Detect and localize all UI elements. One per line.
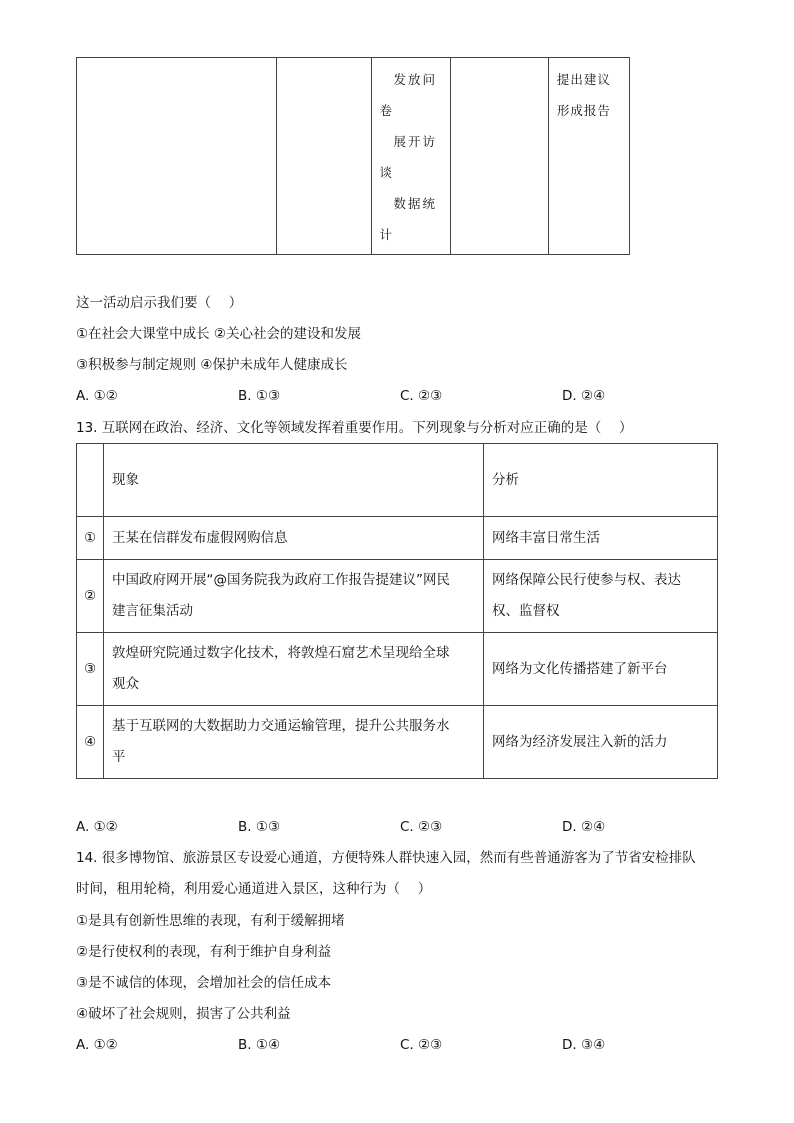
table-row	[77, 633, 718, 706]
activity-table-cell-results	[548, 58, 629, 255]
q13-row-3-analysis-line-1: 网络为文化传播搭建了新平台	[492, 660, 668, 677]
q12-statements-2: ③积极参与制定规则 ④保护未成年人健康成长	[76, 357, 348, 373]
q13-option-a[interactable]: A. ①②	[76, 819, 118, 835]
q13-option-c[interactable]: C. ②③	[400, 819, 443, 835]
activity-table	[76, 57, 630, 255]
q14-statement-3: ③是不诚信的体现，会增加社会的信任成本	[76, 975, 332, 991]
q14-option-a[interactable]: A. ①②	[76, 1037, 118, 1053]
q13-row-1-analysis	[484, 517, 718, 560]
q13-row-2-analysis	[484, 560, 718, 633]
result-line-2: 形成报告	[556, 103, 611, 118]
table-row	[77, 517, 718, 560]
activity-table-cell-methods	[371, 58, 450, 255]
q13-stem: 13. 互联网在政治、经济、文化等领域发挥着重要作用。下列现象与分析对应正确的是（ ）	[76, 420, 633, 436]
activity-table-cell-1	[77, 58, 277, 255]
method-line-1: 发放问	[393, 72, 438, 87]
q13-table	[76, 443, 718, 779]
method-line-4: 谈	[379, 165, 395, 180]
method-line-3: 展开访	[393, 134, 438, 149]
q13-row-4-analysis-line-1: 网络为经济发展注入新的活力	[492, 733, 668, 750]
q13-row-1-analysis-line-1: 网络丰富日常生活	[492, 529, 600, 546]
q12-option-d[interactable]: D. ②④	[562, 388, 606, 404]
table-row	[77, 706, 718, 779]
q13-row-2-phenomenon-line-2: 建言征集活动	[112, 603, 193, 619]
q13-row-4-phenomenon-line-1: 基于互联网的大数据助力交通运输管理，提升公共服务水	[112, 718, 450, 734]
q13-header-num	[77, 444, 104, 517]
method-line-5: 数据统	[393, 196, 438, 211]
q14-statement-1: ①是具有创新性思维的表现，有利于缓解拥堵	[76, 913, 345, 929]
q14-option-c[interactable]: C. ②③	[400, 1037, 443, 1053]
q14-statement-4: ④破坏了社会规则，损害了公共利益	[76, 1006, 291, 1022]
q13-row-1-num: ①	[77, 517, 104, 560]
q13-row-3-analysis	[484, 633, 718, 706]
method-line-6: 计	[379, 227, 395, 242]
q12-option-a[interactable]: A. ①②	[76, 388, 118, 404]
table-row	[77, 560, 718, 633]
q13-row-4-phenomenon-line-2: 平	[112, 749, 126, 765]
q14-option-d[interactable]: D. ③④	[562, 1037, 606, 1053]
q13-option-b[interactable]: B. ①③	[238, 819, 281, 835]
q13-header-analysis: 分析	[484, 444, 718, 517]
q13-row-3-phenomenon-line-2: 观众	[112, 676, 139, 692]
q13-row-4-num: ④	[77, 706, 104, 779]
activity-table-cell-4	[450, 58, 548, 255]
q13-row-2-num: ②	[77, 560, 104, 633]
q13-row-2-phenomenon-line-1: 中国政府网开展“@国务院我为政府工作报告提建议”网民	[112, 572, 450, 588]
q13-row-2-phenomenon	[104, 560, 484, 633]
result-line-1: 提出建议	[556, 72, 611, 87]
q13-header-phenomenon: 现象	[104, 444, 484, 517]
q13-row-4-analysis	[484, 706, 718, 779]
method-line-2: 卷	[379, 103, 395, 118]
q12-statements-1: ①在社会大课堂中成长 ②关心社会的建设和发展	[76, 326, 361, 342]
activity-table-cell-2	[277, 58, 371, 255]
q13-table-header	[77, 444, 718, 517]
q13-row-2-analysis-line-2: 权、监督权	[492, 603, 560, 619]
q12-option-c[interactable]: C. ②③	[400, 388, 443, 404]
q14-option-b[interactable]: B. ①④	[238, 1037, 281, 1053]
q13-option-d[interactable]: D. ②④	[562, 819, 606, 835]
q13-row-3-num: ③	[77, 633, 104, 706]
q14-stem-line-1: 14. 很多博物馆、旅游景区专设爱心通道，方便特殊人群快速入园，然而有些普通游客为了节省安检排队	[76, 850, 696, 866]
q12-option-b[interactable]: B. ①③	[238, 388, 281, 404]
q14-stem-line-2: 时间，租用轮椅，利用爱心通道进入景区，这种行为（ ）	[76, 881, 432, 897]
q13-row-3-phenomenon	[104, 633, 484, 706]
q13-row-4-phenomenon	[104, 706, 484, 779]
q13-row-1-phenomenon-line-1: 王某在信群发布虚假网购信息	[112, 529, 288, 546]
q14-statement-2: ②是行使权利的表现，有利于维护自身利益	[76, 944, 332, 960]
q13-row-3-phenomenon-line-1: 敦煌研究院通过数字化技术，将敦煌石窟艺术呈现给全球	[112, 645, 450, 661]
q13-row-1-phenomenon	[104, 517, 484, 560]
q12-stem: 这一活动启示我们要（ ）	[76, 295, 243, 311]
q13-row-2-analysis-line-1: 网络保障公民行使参与权、表达	[492, 572, 681, 588]
